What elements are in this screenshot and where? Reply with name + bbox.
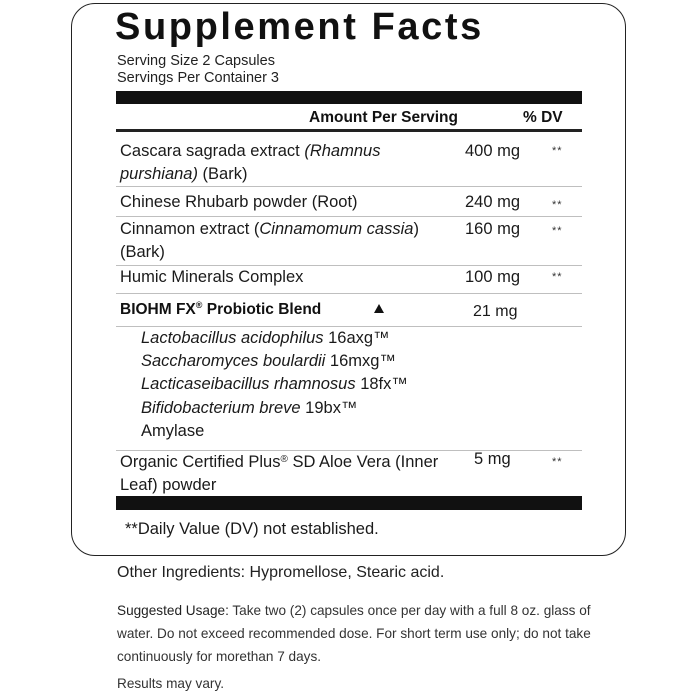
panel-title: Supplement Facts: [115, 6, 484, 48]
ingredient-amount: 240 mg: [465, 193, 521, 211]
ingredient-dv: **: [552, 199, 563, 211]
ingredient-amount: 400 mg: [465, 142, 521, 160]
ingredient-amount: 5 mg: [474, 450, 511, 468]
botanical-name: Cinnamomum cassia: [259, 220, 414, 238]
servings-per-container: Servings Per Container 3: [117, 70, 279, 86]
ingredient-name-part: SD Aloe Vera (Inner Leaf) powder: [120, 453, 439, 494]
ingredient-amount: 100 mg: [465, 268, 521, 286]
strain-code: 18fx™: [355, 375, 408, 394]
blend-component-list: [141, 327, 408, 443]
strain-code: 16axg™: [323, 329, 390, 347]
blend-amount: 21 mg: [473, 303, 518, 320]
top-divider-bar: [116, 91, 582, 104]
blend-name: [120, 300, 321, 319]
ingredient-name-part: (Bark): [197, 165, 248, 183]
ingredient-row-rhubarb: [116, 187, 582, 217]
blend-name-part: Probiotic Blend: [202, 301, 322, 318]
list-item: [141, 420, 408, 443]
strain-code: 19bx™: [300, 398, 358, 417]
strain-name: Saccharomyces boulardii: [141, 352, 326, 371]
blend-name-part: BIOHM FX: [120, 301, 196, 318]
ingredient-name: Chinese Rhubarb powder (Root): [120, 193, 358, 211]
ingredient-name-part: Organic Certified Plus: [120, 453, 281, 471]
bottom-divider-bar: [116, 496, 582, 510]
header-rule: [116, 129, 582, 132]
ingredient-dv: **: [552, 271, 563, 283]
ingredient-row-cascara: [116, 133, 582, 187]
triangle-up-icon: [374, 304, 384, 313]
dv-footnote: **Daily Value (DV) not established.: [125, 520, 379, 538]
ingredient-name-part: ) (Bark): [120, 220, 419, 261]
blend-components: [116, 327, 582, 451]
daily-value-header: % DV: [523, 109, 563, 126]
ingredient-name-part: Cinnamon extract (: [120, 220, 260, 238]
strain-name: Lactobacillus acidophilus: [141, 329, 324, 347]
strain-name: Lacticaseibacillus rhamnosus: [141, 375, 356, 394]
ingredient-amount: 160 mg: [465, 220, 521, 238]
list-item: [141, 397, 408, 420]
ingredient-row-probiotic-blend: [116, 294, 582, 327]
ingredient-name-part: Cascara sagrada extract: [120, 142, 305, 160]
ingredient-dv: **: [552, 225, 563, 237]
registered-mark: ®: [195, 300, 203, 310]
suggested-usage: [117, 599, 617, 668]
ingredient-name: [120, 218, 455, 264]
ingredient-dv: **: [552, 456, 563, 468]
ingredient-dv: **: [552, 145, 563, 157]
ingredient-name: [120, 140, 455, 186]
list-item: [141, 373, 408, 396]
list-item: [141, 327, 408, 350]
ingredient-row-aloe: [116, 451, 582, 495]
component-name: Amylase: [141, 421, 205, 440]
amount-per-serving-header: Amount Per Serving: [309, 109, 458, 126]
strain-code: 16mxg™: [325, 352, 396, 371]
serving-size: Serving Size 2 Capsules: [117, 53, 275, 69]
ingredient-name: Humic Minerals Complex: [120, 268, 304, 286]
suggested-usage-text: Take two (2) capsules once per day with a full 8 oz. glass of water. Do not exceed recommended dose. For short term use only; do not take continuously for morethan 7 days.: [117, 603, 591, 664]
ingredient-name: [120, 448, 465, 497]
ingredient-row-cinnamon: [116, 217, 582, 266]
ingredient-row-humic: [116, 266, 582, 294]
strain-name: Bifidobacterium breve: [141, 398, 301, 417]
registered-mark: ®: [280, 454, 288, 465]
results-disclaimer: Results may vary.: [117, 676, 225, 691]
suggested-usage-label: Suggested Usage:: [117, 603, 229, 618]
list-item: [141, 350, 408, 373]
other-ingredients: Other Ingredients: Hypromellose, Stearic acid.: [117, 564, 445, 581]
botanical-name: (Rhamnus purshiana): [120, 142, 381, 183]
